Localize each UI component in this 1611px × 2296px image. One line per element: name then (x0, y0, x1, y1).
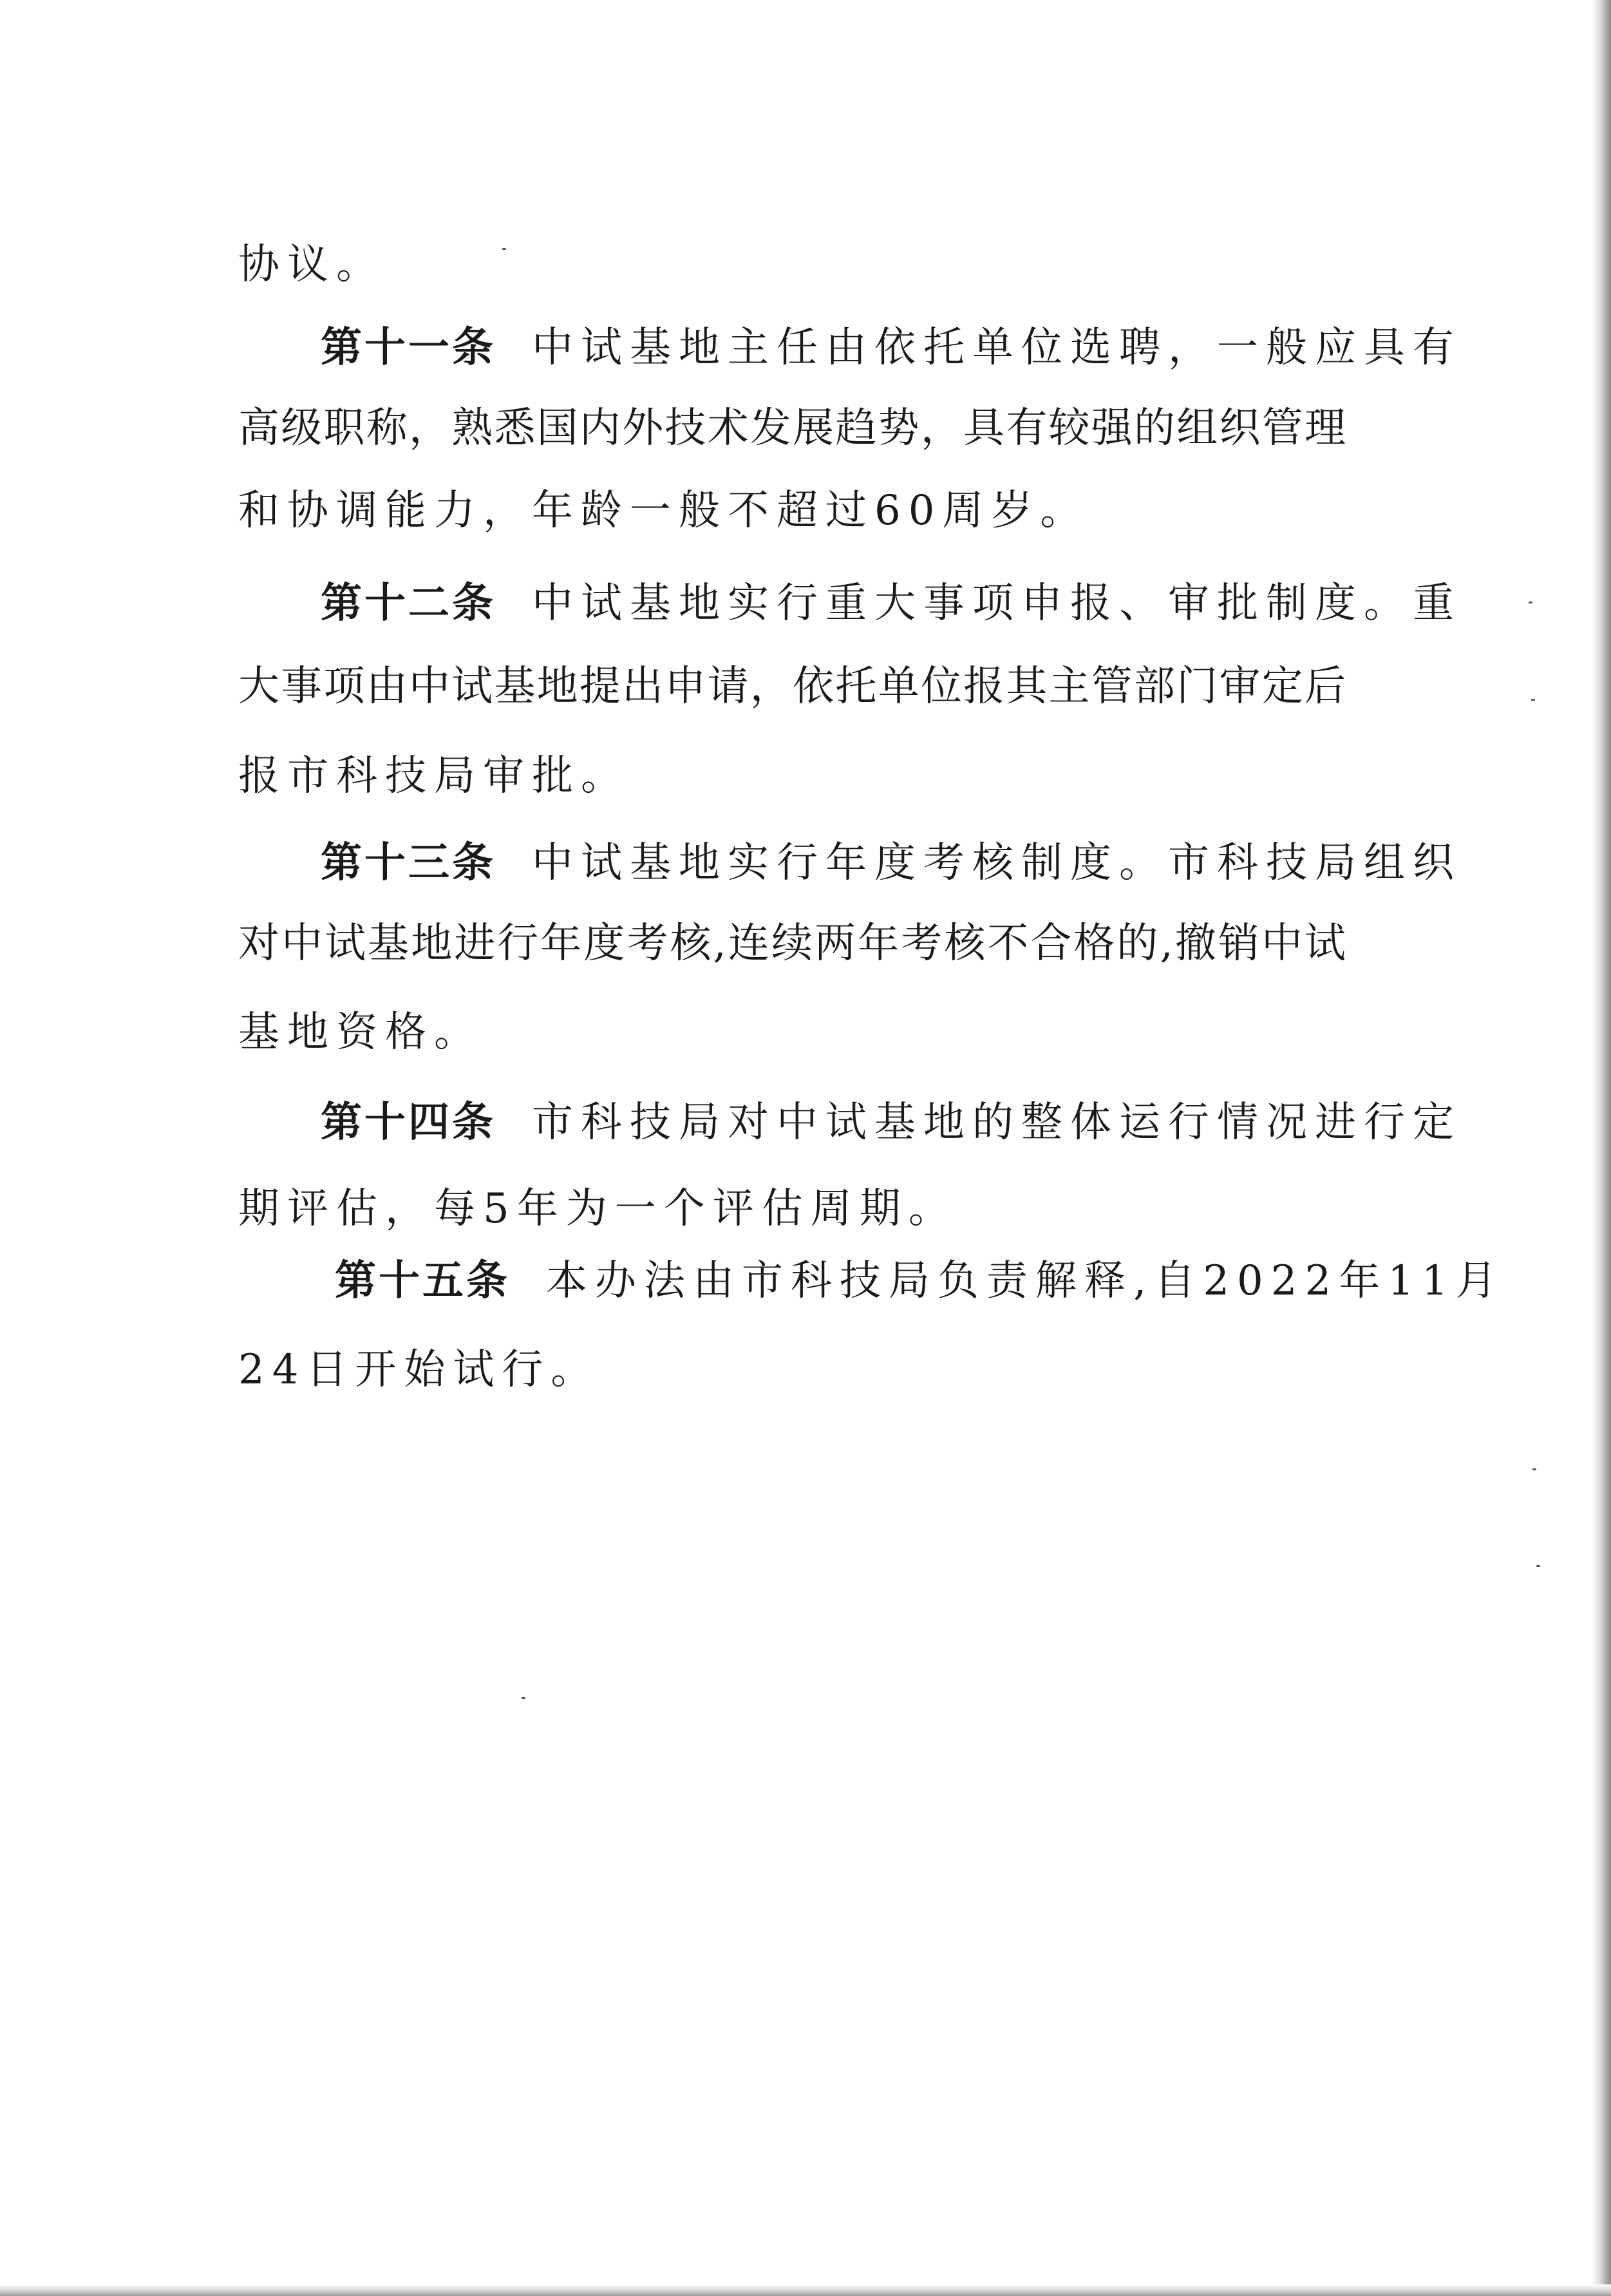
text-line (238, 393, 1346, 464)
line-text: 中试基地主任由依托单位选聘，一般应具有 (532, 324, 1462, 372)
article-14-heading-line (238, 1087, 1462, 1158)
line-text: 高级职称，熟悉国内外技术发展趋势，具有较强的组织管理 (238, 404, 1346, 452)
line-text: 大事项由中试基地提出申请，依托单位报其主管部门审定后 (238, 663, 1346, 710)
article-11-heading-line (238, 312, 1462, 383)
line-text: 中试基地实行重大事项申报、审批制度。重 (532, 580, 1462, 627)
line-text: 本办法由市科技局负责解释,自2022年11月 (546, 1257, 1505, 1305)
line-text: 基地资格。 (238, 1009, 483, 1056)
scan-shadow-right (1592, 0, 1611, 2296)
line-text: 协议。 (238, 241, 385, 289)
text-line (238, 1334, 1346, 1405)
article-11-label: 第十一条 (321, 324, 496, 372)
text-line (238, 1173, 1346, 1244)
text-line (238, 997, 1346, 1068)
text-line (238, 229, 1346, 300)
scan-speck (1529, 602, 1532, 603)
line-text: 24日开始试行。 (238, 1346, 600, 1394)
line-text: 市科技局对中试基地的整体运行情况进行定 (532, 1099, 1462, 1146)
scan-speck (502, 248, 506, 250)
article-15-heading-line (238, 1246, 1505, 1316)
line-text: 中试基地实行年度考核制度。市科技局组织 (532, 839, 1462, 887)
scan-speck (1532, 1468, 1536, 1470)
article-12-heading-line (238, 568, 1462, 639)
text-line (238, 908, 1346, 979)
scan-speck (1531, 699, 1535, 701)
article-14-label: 第十四条 (321, 1099, 496, 1146)
line-text: 和协调能力，年龄一般不超过60周岁。 (238, 487, 1089, 535)
line-text: 对中试基地进行年度考核,连续两年考核不合格的,撤销中试 (238, 920, 1346, 967)
line-text: 期评估，每5年为一个评估周期。 (238, 1185, 957, 1233)
article-12-label: 第十二条 (321, 580, 496, 627)
text-line (238, 741, 1346, 811)
scan-speck (1536, 1565, 1540, 1567)
scan-speck (522, 1697, 525, 1699)
scan-shadow-bottom (0, 2284, 1611, 2296)
article-15-label: 第十五条 (335, 1257, 510, 1305)
article-13-label: 第十三条 (321, 839, 496, 887)
text-line (238, 475, 1346, 546)
article-13-heading-line (238, 828, 1462, 898)
line-text: 报市科技局审批。 (238, 752, 630, 800)
text-line (238, 651, 1346, 722)
